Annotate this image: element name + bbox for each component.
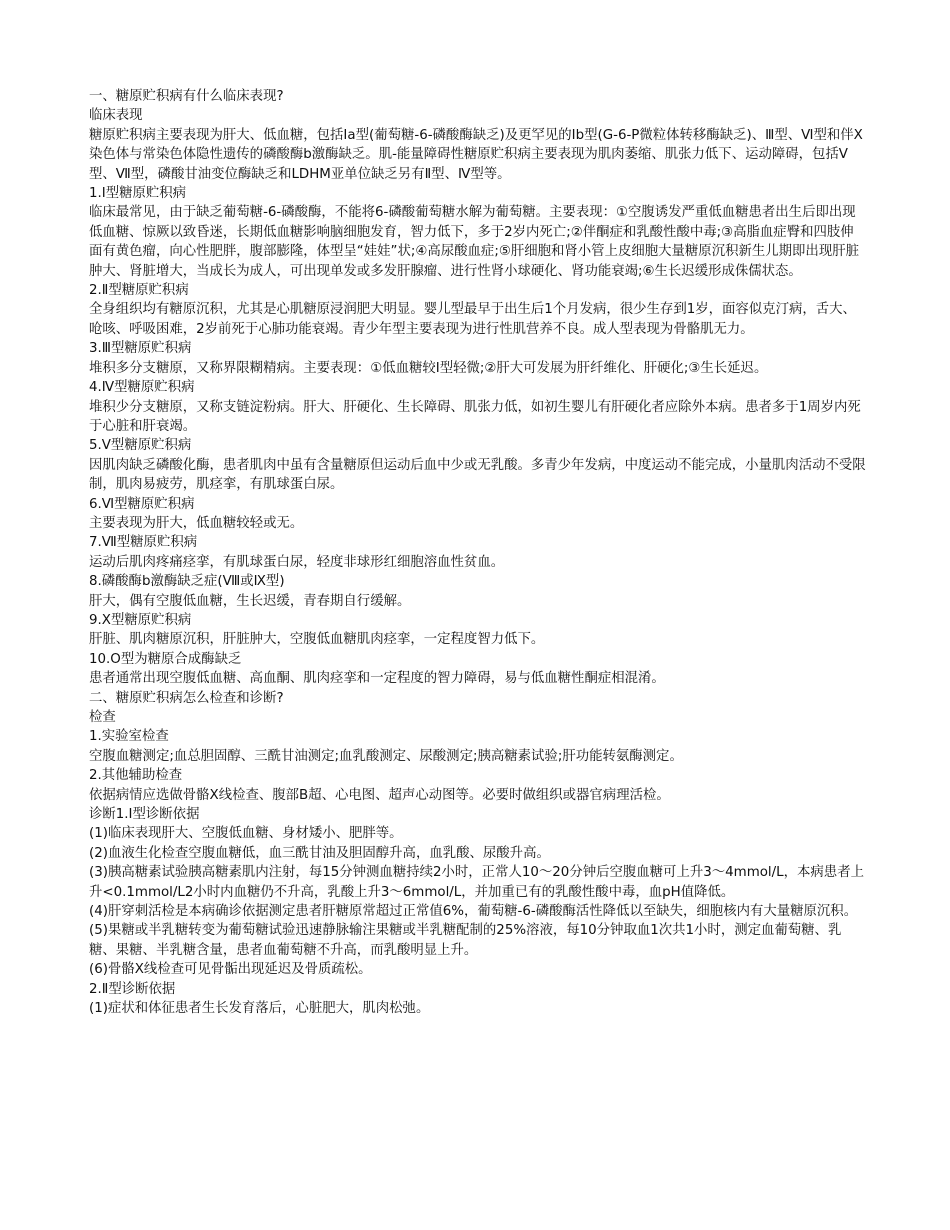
list-item: (5)果糖或半乳糖转变为葡萄糖试验迅速静脉输注果糖或半乳糖配制的25%溶液，每10分钟取血1次共1小时，测定血葡萄糖、乳糖、果糖、半乳糖含量，患者血葡萄糖不升高，而乳酸明显上升。 (89, 923, 842, 958)
subheading: 2.其他辅助检查 (89, 768, 183, 784)
subheading: 诊断1.Ⅰ型诊断依据 (89, 807, 200, 823)
paragraph: 堆积少分支糖原，又称支链淀粉病。肝大、肝硬化、生长障碍、肌张力低，如初生婴儿有肝硬化者应除外本病。患者多于1周岁内死于心脏和肝衰竭。 (89, 399, 861, 434)
section-heading: 一、糖原贮积病有什么临床表现? (89, 89, 284, 104)
subheading: 检查 (89, 710, 116, 725)
list-item: (3)胰高糖素试验胰高糖素肌内注射，每15分钟测血糖持续2小时，正常人10～20分钟后空腹血糖可上升3～4mmol/L，本病患者上升<0.1mmol/L2小时内血糖仍不升高，乳酸上升3～6mmol/L，并加重已有的乳酸性酸中毒，血pH值降低。 (89, 865, 864, 900)
list-item: (4)肝穿刺活检是本病确诊依据测定患者肝糖原常超过正常值6%，葡萄糖-6-磷酸酶活性降低以至缺失，细胞核内有大量糖原沉积。 (89, 904, 858, 920)
subheading: 5.Ⅴ型糖原贮积病 (89, 438, 192, 454)
section-heading: 二、糖原贮积病怎么检查和诊断? (89, 690, 284, 706)
paragraph: 肝脏、肌肉糖原沉积，肝脏肿大，空腹低血糖肌肉痉挛，一定程度智力低下。 (89, 632, 545, 648)
subheading: 9.X型糖原贮积病 (89, 612, 192, 628)
subheading: 2.Ⅱ型糖原贮积病 (89, 283, 189, 299)
list-item: (6)骨骼X线检查可见骨骺出现延迟及骨质疏松。 (89, 962, 372, 978)
paragraph: 因肌肉缺乏磷酸化酶，患者肌肉中虽有含量糖原但运动后血中少或无乳酸。多青少年发病，中度运动不能完成，小量肌肉活动不受限制，肌肉易疲劳，肌痉挛，有肌球蛋白尿。 (89, 457, 866, 493)
subheading: 3.Ⅲ型糖原贮积病 (89, 341, 192, 357)
subheading: 6.Ⅵ型糖原贮积病 (89, 496, 195, 512)
subheading: 1.Ⅰ型糖原贮积病 (89, 186, 187, 202)
list-item: (2)血液生化检查空腹血糖低，血三酰甘油及胆固醇升高，血乳酸、尿酸升高。 (89, 845, 550, 861)
subheading: 临床表现 (89, 108, 143, 124)
paragraph: 运动后肌肉疼痛痉挛，有肌球蛋白尿，轻度非球形红细胞溶血性贫血。 (89, 554, 505, 570)
paragraph: 依据病情应选做骨骼X线检查、腹部B超、心电图、超声心动图等。必要时做组织或器官病理活检。 (89, 787, 670, 803)
subheading: 8.磷酸酶b激酶缺乏症(Ⅷ或Ⅸ型) (89, 574, 285, 590)
list-item: (1)临床表现肝大、空腹低血糖、身材矮小、肥胖等。 (89, 826, 403, 842)
paragraph: 主要表现为肝大，低血糖较轻或无。 (89, 515, 304, 531)
list-item: (1)症状和体征患者生长发育落后，心脏肥大，肌肉松弛。 (89, 1001, 430, 1017)
paragraph: 糖原贮积病主要表现为肝大、低血糖，包括Ⅰa型(葡萄糖-6-磷酸酶缺乏)及更罕见的Ⅰb型(G-6-P微粒体转移酶缺乏)、Ⅲ型、Ⅵ型和伴X染色体与常染色体隐性遗传的磷酸酶b激酶缺乏。肌-能量障碍性糖原贮积病主要表现为肌肉萎缩、肌张力低下、运动障碍，包括Ⅴ型、Ⅶ型，磷酸甘油变位酶缺乏和LDHM亚单位缺乏另有Ⅱ型、Ⅳ型等。 (89, 127, 863, 182)
paragraph: 临床最常见，由于缺乏葡萄糖-6-磷酸酶，不能将6-磷酸葡萄糖水解为葡萄糖。主要表现：①空腹诱发严重低血糖患者出生后即出现低血糖、惊厥以致昏迷，长期低血糖影响脑细胞发育，智力低下，多于2岁内死亡;②伴酮症和乳酸性酸中毒;③高脂血症臀和四肢伸面有黄色瘤，向心性肥胖，腹部膨隆，体型呈“娃娃”状;④高尿酸血症;⑤肝细胞和肾小管上皮细胞大量糖原沉积新生儿期即出现肝脏肿大、肾脏增大，当成长为成人，可出现单发或多发肝腺瘤、进行性肾小球硬化、肾功能衰竭;⑥生长迟缓形成侏儒状态。 (89, 205, 859, 279)
subheading: 2.Ⅱ型诊断依据 (89, 981, 176, 997)
subheading: 7.Ⅶ型糖原贮积病 (89, 535, 198, 551)
paragraph: 空腹血糖测定;血总胆固醇、三酰甘油测定;血乳酸测定、尿酸测定;胰高糖素试验;肝功能转氨酶测定。 (89, 748, 683, 764)
paragraph: 堆积多分支糖原，又称界限糊精病。主要表现：①低血糖较Ⅰ型轻微;②肝大可发展为肝纤维化、肝硬化;③生长延迟。 (89, 360, 768, 376)
paragraph: 肝大，偶有空腹低血糖，生长迟缓，青春期自行缓解。 (89, 593, 411, 609)
subheading: 4.Ⅳ型糖原贮积病 (89, 380, 195, 396)
paragraph: 患者通常出现空腹低血糖、高血酮、肌肉痉挛和一定程度的智力障碍，易与低血糖性酮症相混淆。 (89, 671, 665, 687)
subheading: 1.实验室检查 (89, 729, 169, 745)
paragraph: 全身组织均有糖原沉积，尤其是心肌糖原浸润肥大明显。婴儿型最早于出生后1个月发病，很少生存到1岁，面容似克汀病，舌大、呛咳、呼吸困难，2岁前死于心肺功能衰竭。青少年型主要表现为进行性肌营养不良。成人型表现为骨骼肌无力。 (89, 302, 856, 337)
subheading: 10.O型为糖原合成酶缺乏 (89, 651, 242, 667)
